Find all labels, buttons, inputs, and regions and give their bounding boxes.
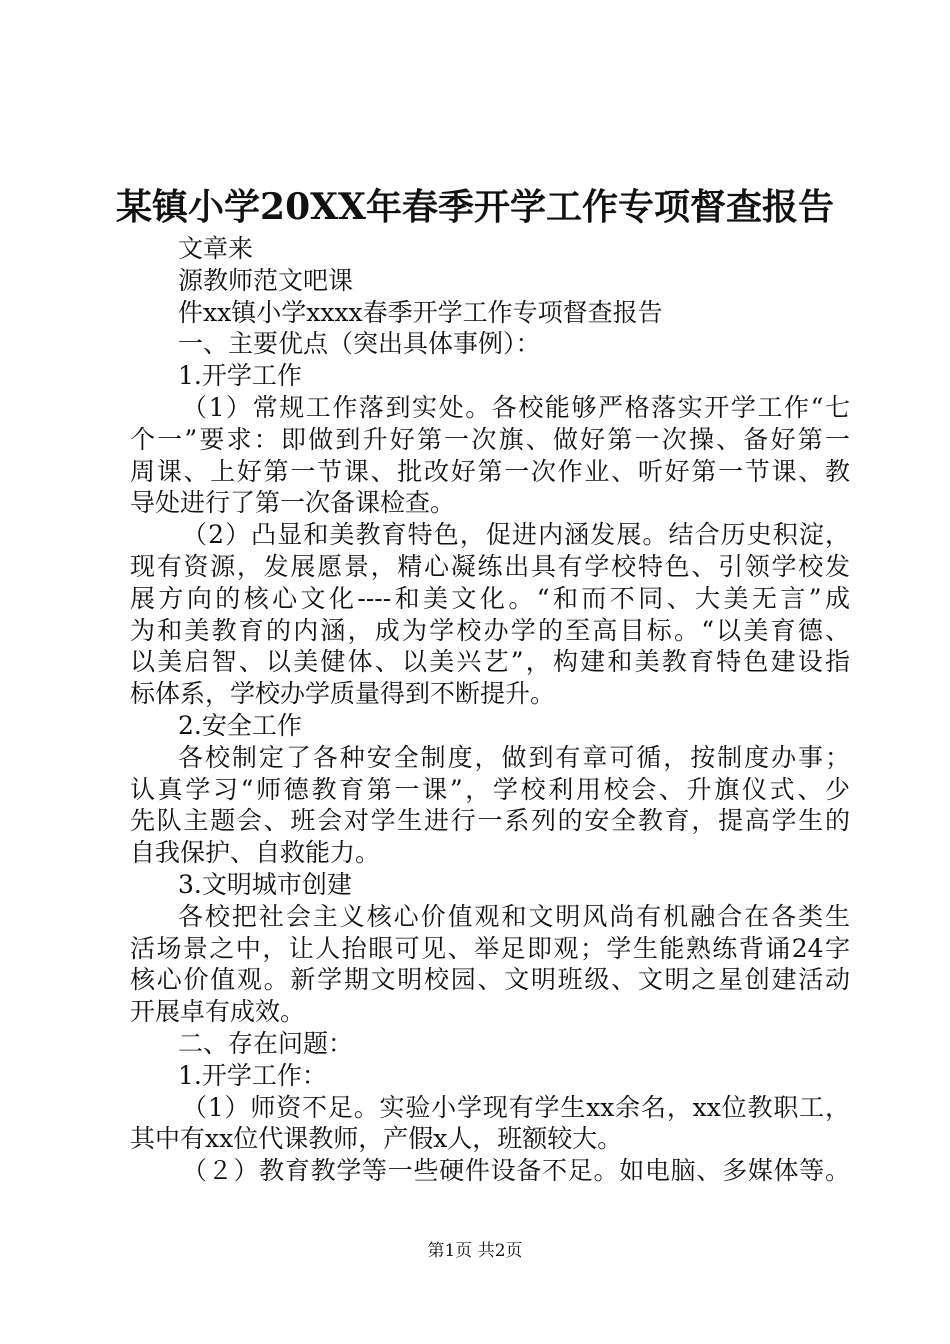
text-line: 件xx镇小学xxxx春季开学工作专项督查报告 (178, 297, 663, 327)
text-line: 1.开学工作： (178, 1060, 327, 1090)
text-line: 1.开学工作 (178, 361, 302, 391)
text-line: 开展卓有成效。 (130, 997, 306, 1027)
page-footer: 第1页 共2页 (427, 1241, 523, 1261)
text-line: 核心价值观。新学期文明校园、文明班级、文明之星创建活动 (130, 965, 850, 995)
text-line: 源教师范文吧课 (178, 265, 354, 295)
text-line: 个一”要求：即做到升好第一次旗、做好第一次操、备好第一 (130, 424, 850, 454)
text-line: 3.文明城市创建 (178, 869, 352, 899)
document-title: 某镇小学20XX年春季开学工作专项督查报告 (116, 186, 834, 228)
document-body (130, 233, 850, 1187)
text-line: 周课、上好第一节课、批改好第一次作业、听好第一节课、教 (130, 456, 850, 486)
text-line: 一、主要优点（突出具体事例）： (178, 329, 541, 359)
text-line: 认真学习“师德教育第一课”，学校利用校会、升旗仪式、少 (130, 774, 850, 804)
text-line: 各校制定了各种安全制度，做到有章可循，按制度办事； (178, 742, 850, 772)
text-line: 活场景之中，让人抬眼可见、举足即观；学生能熟练背诵24字 (130, 933, 850, 963)
text-line: （2）凸显和美教育特色，促进内涵发展。结合历史积淀， (182, 520, 850, 550)
text-line: 2.安全工作 (178, 710, 302, 740)
text-line: 标体系，学校办学质量得到不断提升。 (130, 679, 556, 709)
text-line: 以美启智、以美健体、以美兴艺”，构建和美教育特色建设指 (130, 647, 850, 677)
text-line: （２）教育教学等一些硬件设备不足。如电脑、多媒体等。 (182, 1156, 850, 1186)
text-line: 为和美教育的内涵，成为学校办学的至高目标。“以美育德、 (130, 615, 850, 645)
text-line: （1）师资不足。实验小学现有学生xx余名，xx位教职工， (182, 1092, 850, 1122)
text-line: 二、存在问题： (178, 1028, 354, 1058)
text-line: 先队主题会、班会对学生进行一系列的安全教育，提高学生的 (130, 806, 850, 836)
text-line: 导处进行了第一次备课检查。 (130, 488, 456, 518)
text-line: 文章来 (178, 234, 254, 263)
text-line: 自我保护、自救能力。 (130, 838, 381, 868)
text-line: 现有资源，发展愿景，精心凝练出具有学校特色、引领学校发 (130, 551, 850, 581)
text-line: 各校把社会主义核心价值观和文明风尚有机融合在各类生 (178, 901, 850, 931)
text-line: （1）常规工作落到实处。各校能够严格落实开学工作“七 (182, 392, 850, 422)
text-line: 其中有xx位代课教师，产假x人，班额较大。 (130, 1124, 623, 1154)
text-line: 展方向的核心文化----和美文化。“和而不同、大美无言”成 (130, 583, 850, 613)
